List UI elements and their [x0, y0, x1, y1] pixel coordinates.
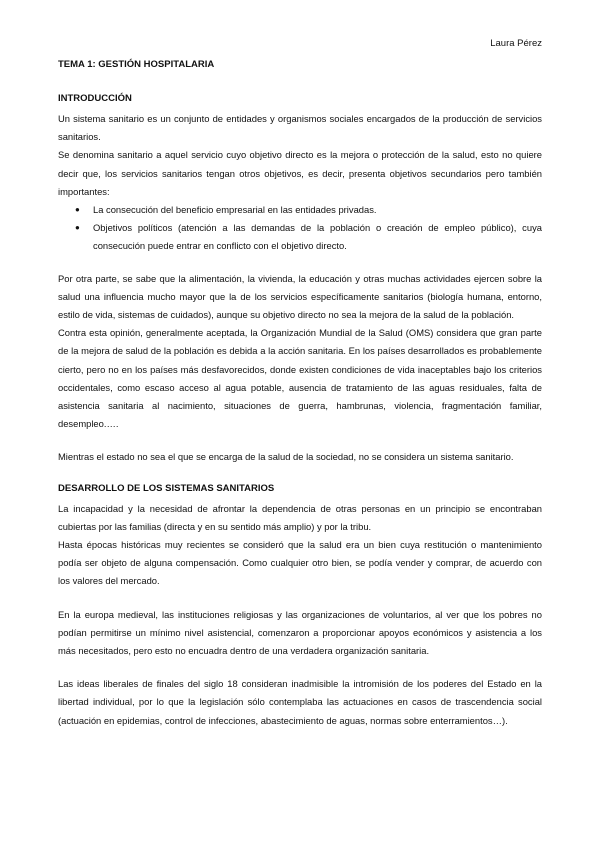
section-introduccion [58, 92, 542, 467]
section-heading: INTRODUCCIÓN [58, 93, 132, 104]
paragraph: Mientras el estado no sea el que se encarga de la salud de la sociedad, no se considera un sistema sanitario. [58, 451, 514, 463]
bullet-icon: ● [75, 223, 80, 233]
bullet-icon: ● [75, 205, 80, 215]
paragraph: Por otra parte, se sabe que la alimentación, la vivienda, la educación y otras muchas actividades ejercen sobre la salud una influencia mucho mayor que la de los servicios específicamente sanitarios (biología humana, entorno, estilo de vida, sistemas de cuidados), aunque su objetivo directo no sea la mejora de la salud de la población. [58, 272, 542, 321]
paragraph: En la europa medieval, las instituciones religiosas y las organizaciones de voluntarios, al ver que los pobres no podían permitirse un mínimo nivel asistencial, comenzaron a proporcionar apoyos económicos y asistencia a los más necesitados, pero esto no encuadra dentro de una verdadera organización sanitaria. [58, 608, 542, 657]
list-item-text: Objetivos políticos (atención a las demandas de la población o creación de empleo público), cuya consecución puede entrar en conflicto con el objetivo directo. [93, 222, 542, 252]
section-desarrollo [58, 482, 542, 730]
paragraph: Un sistema sanitario es un conjunto de entidades y organismos sociales encargados de la producción de servicios sanitarios. [58, 113, 542, 143]
document-body [58, 58, 542, 730]
list-item-text: La consecución del beneficio empresarial en las entidades privadas. [93, 204, 377, 216]
paragraph: Las ideas liberales de finales del siglo 18 consideran inadmisible la intromisión de los poderes del Estado en la libertad individual, por lo que la legislación sólo contemplaba las actuaciones en casos de trascendencia social (actuación en epidemias, control de infecciones, abastecimiento de aguas, normas sobre enterramientos…). [58, 678, 542, 726]
paragraph: Hasta épocas históricas muy recientes se consideró que la salud era un bien cuya restitución o mantenimiento podía ser objeto de alguna compensación. Como cualquier otro bien, se podía vender y comprar, de acuerdo con los valores del mercado. [58, 539, 542, 587]
section-heading: DESARROLLO DE LOS SISTEMAS SANITARIOS [58, 482, 275, 494]
list-item [58, 219, 542, 255]
paragraph: Se denomina sanitario a aquel servicio cuyo objetivo directo es la mejora o protección de la salud, esto no quiere decir que, los servicios sanitarios tengan otros objetivos, es decir, presenta objetivos secundarios pero también importantes: [58, 149, 542, 197]
paragraph: La incapacidad y la necesidad de afrontar la dependencia de otras personas en un principio se encontraban cubiertas por las familias (directa y en su sentido más amplio) y por la tribu. [58, 502, 542, 532]
list-item [58, 201, 542, 219]
author-name: Laura Pérez [490, 38, 542, 49]
document-title: TEMA 1: GESTIÓN HOSPITALARIA [58, 59, 215, 70]
paragraph: Contra esta opinión, generalmente aceptada, la Organización Mundial de la Salud (OMS) considera que gran parte de la mejora de salud de la población es debida a la acción sanitaria. En los países desarrollados es probablemente cierto, pero no en los países más desfavorecidos, donde existen condiciones de vida inaceptables bajo los criterios occidentales, como escaso acceso al agua potable, ausencia de tratamiento de las aguas residuales, falta de asistencia sanitaria al nacimiento, situaciones de guerra, hambrunas, violencia, fragmentación familiar, desempleo.…. [58, 327, 542, 430]
bullet-list [58, 201, 542, 256]
